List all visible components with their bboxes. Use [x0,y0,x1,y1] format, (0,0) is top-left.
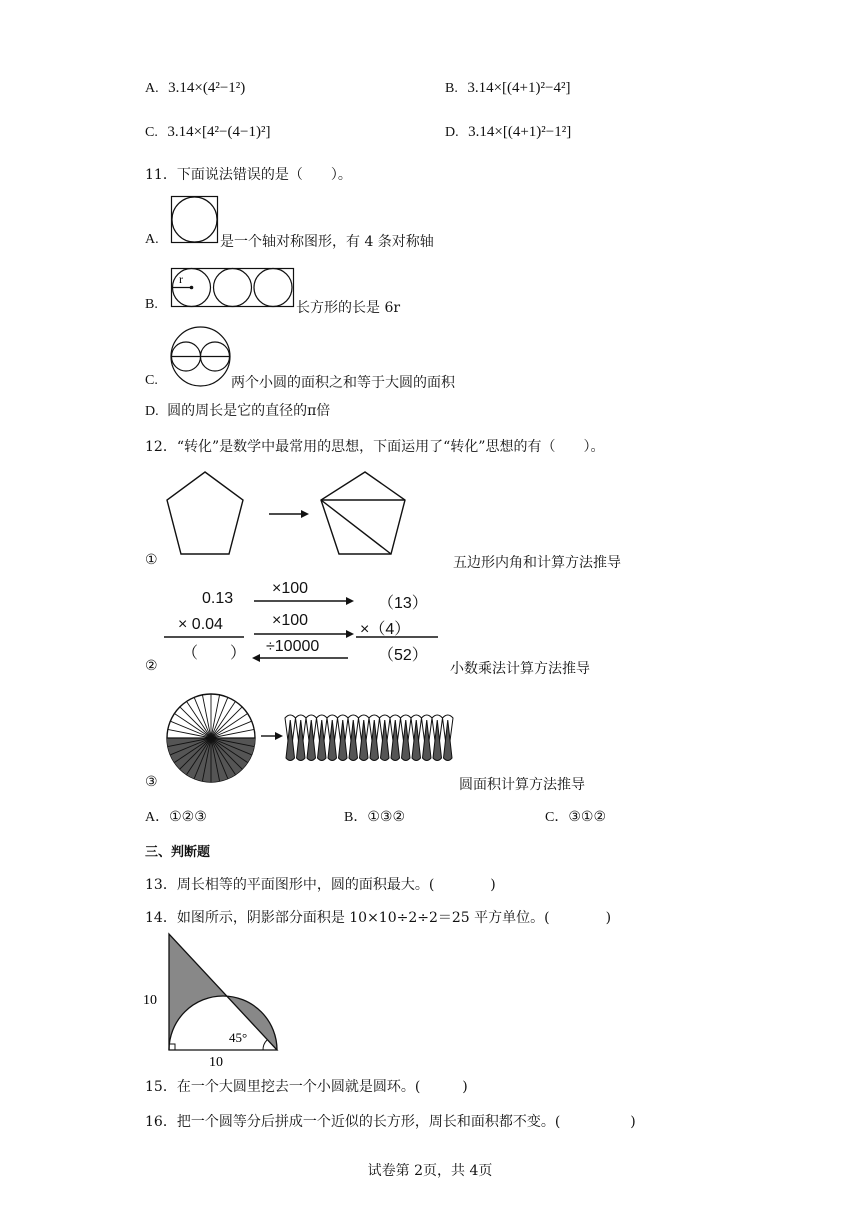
q11-stem: 11．下面说法错误的是（ ）。 [145,167,352,183]
rectangle-three-circles-figure [171,268,295,308]
q12-item-3-marker: ③ [145,774,158,790]
calc-arrow1-label: ×100 [272,580,309,597]
calc-arrow2-label: ×100 [272,612,309,629]
q12-item-2-caption: 小数乘法计算方法推导 [450,661,590,677]
calc-bottom-left: （ ） [182,645,247,662]
q12-option-c: C．③①② [545,809,606,825]
calc-top-right: （13） [378,595,428,612]
q12-option-b: B．①③② [344,809,405,825]
q11-option-a-letter: A. [145,232,159,247]
q11-option-d: D. 圆的周长是它的直径的π倍 [145,403,331,419]
decimal-multiplication-figure [160,578,450,668]
q14-text: 14．如图所示，阴影部分面积是 10×10÷2÷2＝25 平方单位。( ) [145,910,612,926]
q12-stem: 12．“转化”是数学中最常用的思想，下面运用了“转化”思想的有（ ）。 [145,439,605,455]
q15-text: 15．在一个大圆里挖去一个小圆就是圆环。( ) [145,1079,468,1095]
triangle-semicircle-figure [145,932,285,1072]
calc-bottom-right: （52） [378,647,428,664]
q10-option-a: A. 3.14×(4²−1²) [145,80,246,96]
q12-item-1-marker: ① [145,552,158,568]
q16-text: 16．把一个圆等分后拼成一个近似的长方形，周长和面积都不变。( ) [145,1114,636,1130]
base-label: 10 [209,1055,223,1070]
q11-option-a-text: 是一个轴对称图形，有 4 条对称轴 [220,234,434,250]
calc-top-left: 0.13 [202,590,234,607]
q12-option-a: A．①②③ [145,809,207,825]
q12-item-2-marker: ② [145,658,158,674]
big-circle-two-small-circles-figure [170,326,232,388]
calc-lines [160,578,450,668]
square-circle-figure [171,196,219,244]
q10-option-d: D. 3.14×[(4+1)²−1²] [445,124,572,140]
page-footer: 试卷第 2页，共 4页 [367,1163,493,1179]
calc-mid-left: × 0.04 [178,616,223,633]
q10-option-c: C. 3.14×[4²−(4−1)²] [145,124,271,140]
q11-option-b-letter: B. [145,297,158,312]
q11-option-b-text: 长方形的长是 6r [296,300,401,316]
circle-to-rectangle-figure [165,692,455,788]
q13-text: 13．周长相等的平面图形中，圆的面积最大。( ) [145,877,496,893]
pentagon-transform-figure [165,470,455,560]
section-title: 三、判断题 [145,845,211,860]
q11-option-c-letter: C. [145,373,158,388]
q12-item-3-caption: 圆面积计算方法推导 [459,777,585,793]
radius-label: r [179,272,183,286]
calc-mid-right: ×（4） [360,621,411,638]
q12-item-1-caption: 五边形内角和计算方法推导 [453,555,621,571]
side-label: 10 [143,993,157,1008]
q10-option-b: B. 3.14×[(4+1)²−4²] [445,80,571,96]
calc-arrow3-label: ÷10000 [266,638,320,655]
angle-label: 45° [229,1030,248,1045]
q11-option-c-text: 两个小圆的面积之和等于大圆的面积 [231,375,455,391]
